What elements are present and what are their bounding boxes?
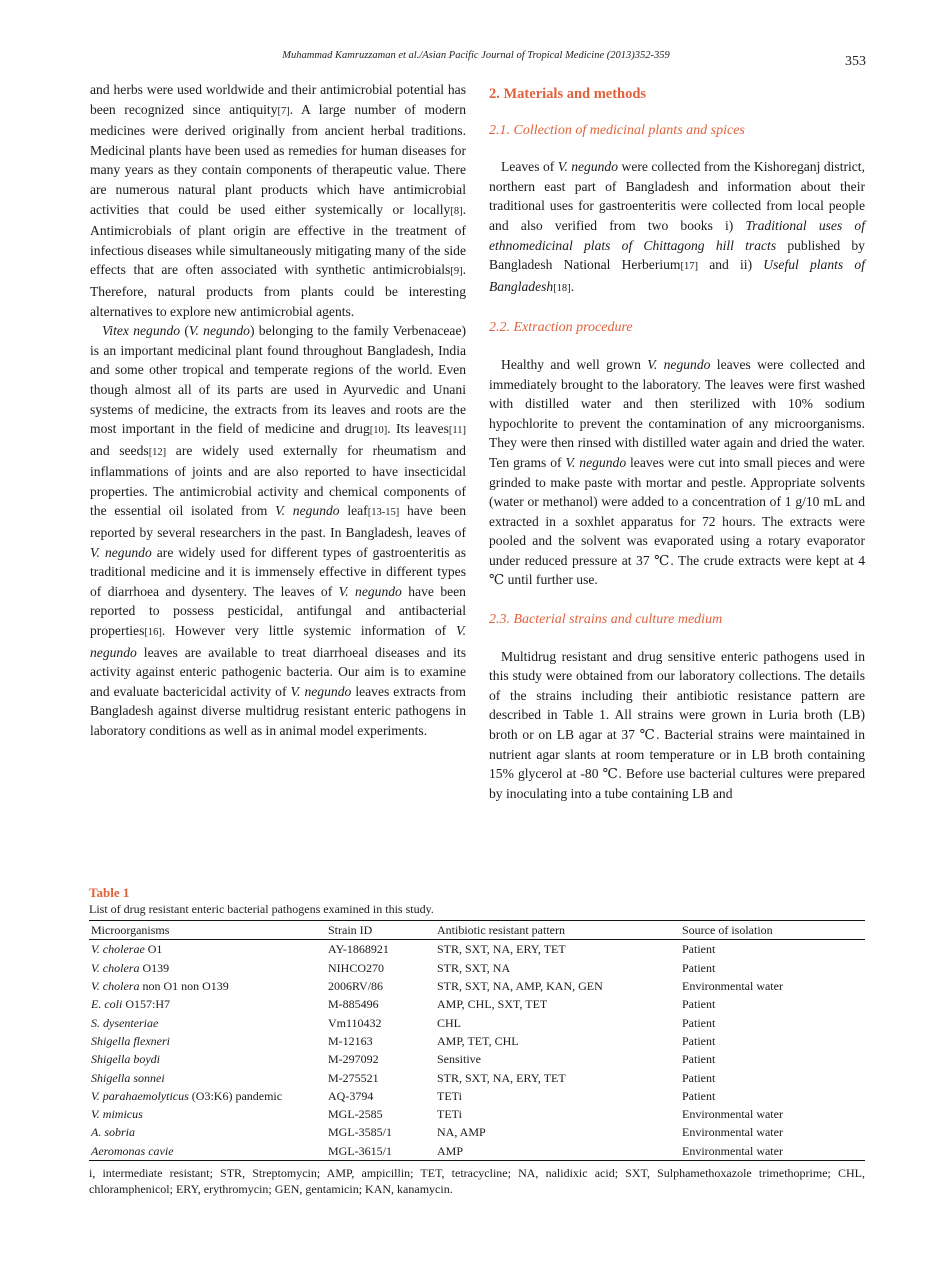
cell-source: Patient: [682, 960, 716, 975]
text-run: leaf: [339, 503, 368, 519]
cell-source: Patient: [682, 1052, 716, 1067]
table-row: [89, 959, 865, 977]
cell-source: Patient: [682, 1070, 716, 1085]
text-run: published by Bangladesh National Herberium: [489, 237, 865, 273]
table-row: [89, 1068, 865, 1086]
organism-name: Aeromonas cavie: [91, 1143, 174, 1158]
text-run: have been reported by several researchers in the past. In Bangladesh, leaves of: [90, 503, 466, 541]
cell-resistance-pattern: AMP: [437, 1143, 464, 1158]
organism-name: Shigella flexneri: [91, 1033, 170, 1048]
cell-source: Environmental water: [682, 979, 783, 994]
cell-resistance-pattern: STR, SXT, NA: [437, 960, 511, 975]
cell-strain-id: MGL-3615/1: [328, 1143, 392, 1158]
cell-microorganism: [89, 959, 326, 977]
intro-paragraph-1: [90, 80, 466, 321]
text-run: ) belonging to the family Verbenaceae) is an important medicinal plant found throughout Bangladesh, India and some other tropical and temperate regions of the world. Even though almost all of its parts are used in Ayurvedic and Unani systems of medicine, the extracts from its leaves and roots are the most important in the field of medicine and drug: [90, 323, 466, 437]
table-row: [89, 1087, 865, 1105]
cell-strain-id: 2006RV/86: [328, 979, 384, 994]
table-row: [89, 977, 865, 995]
column-header-microorganisms: Microorganisms: [91, 923, 170, 938]
text-run: Multidrug resistant and drug sensitive enteric pathogens used in this study were obtained from our laboratory collections. The details of the strains including their antibiotic resistance pattern are described in Table 1. All strains were grown in Luria broth (LB) broth or on LB agar at 37 ℃. Bacterial strains were maintained in nutrient agar slants at room temperature or in LB broth containing 15% glycerol at -80 ℃. Before use bacterial cultures were prepared by inoculating into a tube containing LB and: [489, 648, 865, 801]
organism-name: A. sobria: [91, 1125, 136, 1140]
cell-microorganism: [89, 1087, 326, 1105]
cell-source: Environmental water: [682, 1125, 783, 1140]
subsection-heading-bacterial-strains: 2.3. Bacterial strains and culture medium: [489, 612, 723, 628]
cell-microorganism: [89, 940, 326, 959]
organism-serotype: (O3:K6) pandemic: [188, 1088, 283, 1103]
organism-name: E. coli: [91, 997, 123, 1012]
running-head: Muhammad Kamruzzaman et al./Asian Pacific Journal of Tropical Medicine (2013)352-359: [282, 50, 670, 61]
organism-serotype: non O1 non O139: [139, 979, 229, 994]
italic-term: V. negundo: [90, 544, 152, 560]
italic-term: V. negundo: [188, 323, 250, 339]
organism-serotype: O157:H7: [122, 997, 170, 1012]
column-header-resistance-pattern: Antibiotic resistant pattern: [437, 923, 565, 938]
column-header-source: Source of isolation: [682, 923, 773, 938]
text-run: were collected from the Kishoreganj district, northern east part of Bangladesh and information about their traditional uses for gastroenteritis were collected from local people and also verified from two books i): [489, 159, 865, 233]
organism-serotype: O1: [144, 942, 163, 957]
subsection-heading-collection: 2.1. Collection of medicinal plants and spices: [489, 122, 745, 138]
organism-name: V. mimicus: [91, 1107, 143, 1122]
text-run: and herbs were used worldwide and their antimicrobial potential has been recognized since antiquity: [90, 82, 466, 117]
cell-resistance-pattern: NA, AMP: [437, 1125, 486, 1140]
text-run: . Therefore, natural products from plants could be interesting alternatives to explore new antimicrobial agents.: [90, 262, 466, 319]
table-row: [89, 1032, 865, 1050]
cell-resistance-pattern: AMP, CHL, SXT, TET: [437, 997, 548, 1012]
organism-serotype: O139: [139, 960, 170, 975]
text-run: Leaves of: [501, 159, 558, 175]
text-run: . Antimicrobials of plant origin are effective in the treatment of infectious diseases while simultaneously mitigating many of the side effects that are often associated with synthetic antimicrobials: [90, 201, 466, 278]
citation-ref: [17]: [680, 261, 698, 273]
right-column: [489, 80, 865, 803]
table-row: [89, 995, 865, 1013]
text-run: are widely used externally for rheumatism and inflammations of joints and are also reported to have insecticidal properties. The antimicrobial activity and chemical components of the essential oil isolated from: [90, 442, 466, 519]
italic-term: V. negundo: [90, 623, 466, 660]
cell-resistance-pattern: STR, SXT, NA, ERY, TET: [437, 942, 566, 957]
cell-source: Patient: [682, 1088, 716, 1103]
text-run: (: [180, 323, 189, 339]
cell-strain-id: M-885496: [328, 997, 379, 1012]
cell-strain-id: Vm110432: [328, 1015, 382, 1030]
cell-strain-id: AY-1868921: [328, 942, 389, 957]
italic-term: Useful plants of Bangladesh: [489, 257, 865, 294]
cell-resistance-pattern: TETi: [437, 1088, 462, 1103]
citation-ref: [11]: [448, 425, 466, 437]
table-header-row: [89, 921, 865, 940]
organism-name: S. dysenteriae: [91, 1015, 159, 1030]
organism-name: Shigella boydi: [91, 1052, 160, 1067]
section-heading-materials-methods: 2. Materials and methods: [489, 86, 647, 102]
table-row: [89, 1142, 865, 1161]
table-label: Table 1: [89, 885, 130, 900]
text-run: leaves were collected and immediately brought to the laboratory. The leaves were first washed with distilled water and then sterilized with 10% sodium hypochlorite to prevent the contamination of any microorganisms. They were then rinsed with distilled water again and dried the water. Ten grams of: [489, 356, 865, 470]
italic-term: V. negundo: [338, 583, 402, 599]
citation-ref: [18]: [553, 282, 571, 294]
extraction-paragraph: [489, 355, 865, 590]
cell-strain-id: M-297092: [328, 1052, 379, 1067]
cell-microorganism: [89, 1013, 326, 1031]
citation-ref: [7]: [277, 105, 290, 117]
table-row: [89, 1123, 865, 1141]
cell-source: Environmental water: [682, 1107, 783, 1122]
organism-name: V. cholera: [91, 960, 140, 975]
intro-paragraph-2: [90, 321, 466, 740]
table-footnote: i, intermediate resistant; STR, Streptomycin; AMP, ampicillin; TET, tetracycline; NA, nalidixic acid; SXT, Sulphamethoxazole trimethoprime; CHL, chloramphenicol; ERY, erythromycin; GEN, gentamicin; KAN, kanamycin.: [89, 1165, 865, 1196]
cell-microorganism: [89, 1032, 326, 1050]
cell-source: Patient: [682, 1033, 716, 1048]
cell-resistance-pattern: AMP, TET, CHL: [437, 1033, 519, 1048]
cell-resistance-pattern: STR, SXT, NA, AMP, KAN, GEN: [437, 979, 603, 994]
cell-microorganism: [89, 995, 326, 1013]
page-number: 353: [845, 54, 866, 69]
cell-resistance-pattern: TETi: [437, 1107, 462, 1122]
collection-paragraph: [489, 157, 865, 298]
cell-resistance-pattern: Sensitive: [437, 1052, 481, 1067]
text-run: and seeds: [90, 442, 149, 458]
text-run: have been reported to possess pesticidal, antifungal and antibacterial properties: [90, 583, 466, 639]
organism-name: V. cholera: [91, 979, 140, 994]
citation-ref: [16]: [144, 627, 162, 639]
citation-ref: [9]: [450, 266, 463, 278]
italic-term: V. negundo: [647, 356, 711, 372]
text-run: . A large number of modern medicines were derived originally from ancient herbal traditions. Medicinal plants have been used as remedies for human diseases for many years as they contain components of therapeutic value. There are numerous natural plant products which have antimicrobial activities that could be used either systemically or locally: [90, 101, 466, 217]
cell-source: Patient: [682, 942, 716, 957]
citation-ref: [12]: [148, 446, 167, 458]
cell-microorganism: [89, 1105, 326, 1123]
table-row: [89, 1013, 865, 1031]
cell-microorganism: [89, 1068, 326, 1086]
cell-strain-id: NIHCO270: [328, 960, 384, 975]
cell-strain-id: M-12163: [328, 1033, 373, 1048]
column-header-strain-id: Strain ID: [328, 923, 373, 938]
text-run: . However very little systemic information of: [161, 623, 457, 639]
text-run: and ii): [698, 257, 764, 273]
left-column: [90, 80, 466, 741]
citation-ref: [10]: [369, 425, 388, 437]
table-1: [89, 885, 865, 1197]
subsection-heading-extraction: 2.2. Extraction procedure: [489, 320, 633, 336]
italic-term: V. negundo: [275, 503, 340, 519]
citation-ref: [13-15]: [367, 507, 400, 519]
cell-microorganism: [89, 1123, 326, 1141]
text-run: are widely used for different types of gastroenteritis as traditional medicine and it is immensely effective in different types of diarrhoea and dysentery. The leaves of: [90, 544, 466, 599]
cell-strain-id: AQ-3794: [328, 1088, 374, 1103]
italic-term: Vitex negundo: [102, 323, 181, 339]
cell-strain-id: M-275521: [328, 1070, 379, 1085]
organism-name: V. parahaemolyticus: [91, 1088, 189, 1103]
cell-source: Patient: [682, 997, 716, 1012]
text-run: Healthy and well grown: [501, 356, 648, 372]
text-run: leaves were cut into small pieces and were grinded to make paste with mortar and pestle. Appropriate solvents (water or methanol) were added to a concentration of 1 g/10 mL and extracted in a soxhlet apparatus for 72 hours. The extracts were pooled and the solvent was evaporated using a rotary evaporator under reduced pressure at 37 ℃. The crude extracts were kept at 4 ℃ until further use.: [489, 454, 865, 588]
organism-name: V. cholerae: [91, 942, 145, 957]
organism-name: Shigella sonnei: [91, 1070, 165, 1085]
italic-term: Traditional uses of ethnomedicinal plats of Chittagong hill tracts: [489, 217, 865, 253]
cell-source: Patient: [682, 1015, 716, 1030]
table-caption: List of drug resistant enteric bacterial pathogens examined in this study.: [89, 902, 434, 916]
cell-strain-id: MGL-3585/1: [328, 1125, 392, 1140]
text-run: . Its leaves: [387, 421, 449, 437]
cell-resistance-pattern: CHL: [437, 1015, 461, 1030]
cell-microorganism: [89, 1142, 326, 1161]
table-row: [89, 940, 865, 959]
italic-term: V. negundo: [290, 683, 352, 699]
cell-strain-id: MGL-2585: [328, 1107, 383, 1122]
table-row: [89, 1050, 865, 1068]
italic-term: V. negundo: [565, 454, 627, 470]
citation-ref: [8]: [450, 205, 463, 217]
cell-source: Environmental water: [682, 1143, 783, 1158]
text-run: leaves extracts from Bangladesh against diverse multidrug resistant enteric pathogens in laboratory conditions as well as in animal model experiments.: [90, 683, 467, 738]
cell-microorganism: [89, 977, 326, 995]
cell-resistance-pattern: STR, SXT, NA, ERY, TET: [437, 1070, 566, 1085]
bacterial-strains-paragraph: [489, 647, 865, 804]
strain-table: [89, 920, 865, 1161]
italic-term: V. negundo: [557, 159, 619, 175]
cell-microorganism: [89, 1050, 326, 1068]
table-row: [89, 1105, 865, 1123]
text-run: leaves are available to treat diarrhoeal diseases and its activity against enteric pathogenic bacteria. Our aim is to examine and evaluate bactericidal activity of: [90, 644, 466, 699]
text-run: .: [570, 278, 575, 294]
